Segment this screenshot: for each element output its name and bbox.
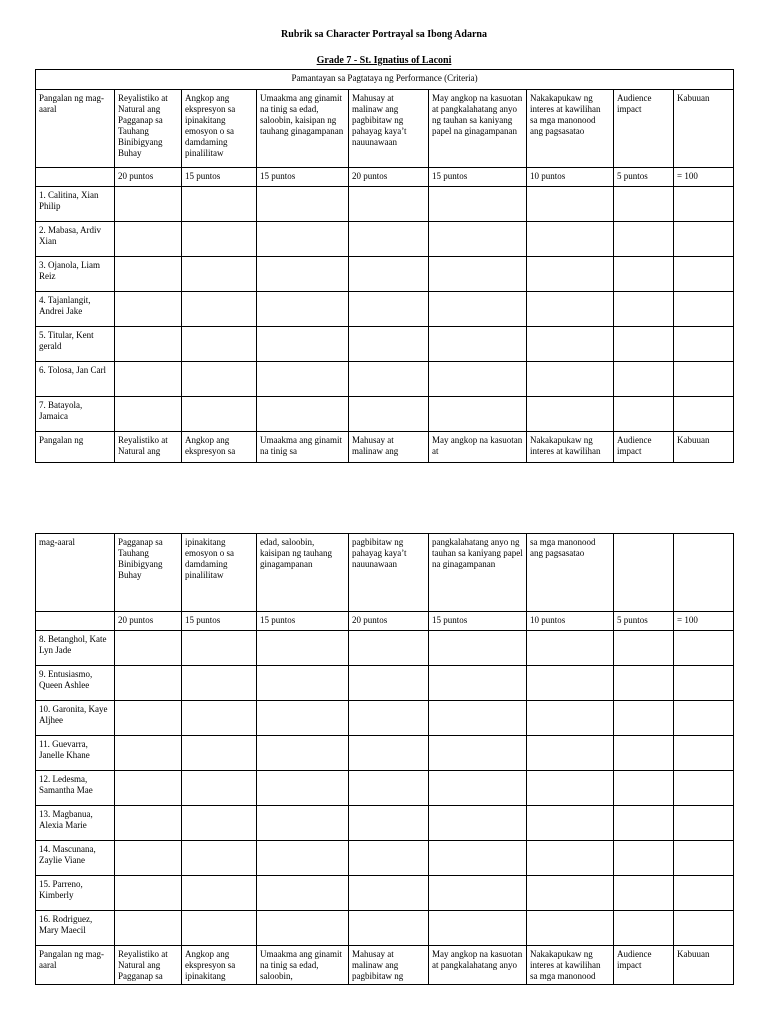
score-cell[interactable] [349,362,429,397]
total-cell[interactable] [674,397,734,432]
repeated-header-row [36,946,734,985]
score-cell[interactable] [614,397,674,432]
score-cell[interactable] [527,701,614,736]
score-cell[interactable] [115,771,182,806]
score-cell[interactable] [115,841,182,876]
header-cell: Angkop ang ekspresyon sa [182,432,257,463]
score-cell[interactable] [115,187,182,222]
points-cell: 10 puntos [527,612,614,631]
header-cell: Nakakapukaw ng interes at kawilihan sa mga manonood ang pagsasatao [527,90,614,168]
score-cell[interactable] [257,701,349,736]
total-cell[interactable] [674,327,734,362]
score-cell[interactable] [527,806,614,841]
score-cell[interactable] [257,327,349,362]
score-cell[interactable] [429,257,527,292]
student-name: 12. Ledesma, Samantha Mae [36,771,115,806]
student-name: 11. Guevarra, Janelle Khane [36,736,115,771]
header-cell: Pangalan ng [36,432,115,463]
score-cell[interactable] [527,257,614,292]
header-cell: Nakakapukaw ng interes at kawilihan sa mga manonood [527,946,614,985]
student-row [36,666,734,701]
score-cell[interactable] [527,631,614,666]
score-cell[interactable] [614,736,674,771]
score-cell[interactable] [527,222,614,257]
score-cell[interactable] [182,666,257,701]
score-cell[interactable] [257,876,349,911]
header-cell: edad, saloobin, kaisipan ng tauhang ginagampanan [257,534,349,612]
total-cell[interactable] [674,911,734,946]
score-cell[interactable] [429,292,527,327]
student-name: 6. Tolosa, Jan Carl [36,362,115,397]
header-cell: Kabuuan [674,432,734,463]
student-row [36,327,734,362]
header-cell: ipinakitang emosyon o sa damdaming pinalilitaw [182,534,257,612]
points-cell: 5 puntos [614,168,674,187]
student-name: 2. Mabasa, Ardiv Xian [36,222,115,257]
student-row [36,736,734,771]
header-cell: Umaakma ang ginamit na tinig sa [257,432,349,463]
student-row [36,701,734,736]
header-cell: May angkop na kasuotan at pangkalahatang anyo ng tauhan sa kaniyang papel na ginagampanan [429,90,527,168]
header-cell: Mahusay at malinaw ang pagbibitaw ng [349,946,429,985]
total-cell[interactable] [674,631,734,666]
score-cell[interactable] [257,222,349,257]
points-cell: = 100 [674,168,734,187]
header-cell: pagbibitaw ng pahayag kaya’t nauunawaan [349,534,429,612]
score-cell[interactable] [527,327,614,362]
total-cell[interactable] [674,701,734,736]
score-cell[interactable] [614,701,674,736]
header-row [36,534,734,612]
header-cell: Audience impact [614,90,674,168]
points-cell: 15 puntos [182,612,257,631]
score-cell[interactable] [614,771,674,806]
score-cell[interactable] [527,362,614,397]
document-title: Rubrik sa Character Portrayal sa Ibong Adarna [281,29,487,40]
score-cell[interactable] [182,841,257,876]
score-cell[interactable] [614,911,674,946]
total-cell[interactable] [674,666,734,701]
header-cell: Mahusay at malinaw ang [349,432,429,463]
score-cell[interactable] [115,362,182,397]
score-cell[interactable] [429,736,527,771]
score-cell[interactable] [429,666,527,701]
student-row [36,257,734,292]
rubric-table-2 [35,533,734,985]
score-cell[interactable] [429,841,527,876]
header-cell: Pangalan ng mag-aaral [36,946,115,985]
header-cell: Umaakma ang ginamit na tinig sa edad, saloobin, kaisipan ng tauhang ginagampanan [257,90,349,168]
points-cell: 5 puntos [614,612,674,631]
score-cell[interactable] [115,292,182,327]
score-cell[interactable] [182,292,257,327]
total-cell[interactable] [674,736,734,771]
score-cell[interactable] [257,666,349,701]
header-cell [674,534,734,612]
score-cell[interactable] [115,701,182,736]
score-cell[interactable] [527,187,614,222]
score-cell[interactable] [349,876,429,911]
header-cell: Reyalistiko at Natural ang Pagganap sa [115,946,182,985]
score-cell[interactable] [614,841,674,876]
header-cell: Nakakapukaw ng interes at kawilihan [527,432,614,463]
student-row [36,222,734,257]
student-name: 16. Rodriguez, Mary Maecil [36,911,115,946]
score-cell[interactable] [349,292,429,327]
points-cell [36,612,115,631]
score-cell[interactable] [527,292,614,327]
score-cell[interactable] [349,327,429,362]
student-row [36,841,734,876]
score-cell[interactable] [614,222,674,257]
student-row [36,911,734,946]
student-row [36,187,734,222]
points-row [36,168,734,187]
score-cell[interactable] [182,876,257,911]
score-cell[interactable] [115,736,182,771]
score-cell[interactable] [182,327,257,362]
score-cell[interactable] [349,771,429,806]
score-cell[interactable] [182,631,257,666]
header-cell: Audience impact [614,946,674,985]
score-cell[interactable] [429,327,527,362]
score-cell[interactable] [527,397,614,432]
score-cell[interactable] [614,876,674,911]
student-name: 1. Calitina, Xian Philip [36,187,115,222]
score-cell[interactable] [429,701,527,736]
score-cell[interactable] [349,187,429,222]
score-cell[interactable] [257,911,349,946]
header-cell: Umaakma ang ginamit na tinig sa edad, saloobin, [257,946,349,985]
score-cell[interactable] [257,362,349,397]
score-cell[interactable] [527,771,614,806]
points-cell: 15 puntos [257,612,349,631]
student-row [36,631,734,666]
score-cell[interactable] [614,362,674,397]
points-cell: = 100 [674,612,734,631]
criteria-heading: Pamantayan sa Pagtataya ng Performance (Criteria) [36,70,734,90]
score-cell[interactable] [429,397,527,432]
student-name: 3. Ojanola, Liam Reiz [36,257,115,292]
score-cell[interactable] [614,187,674,222]
header-cell: May angkop na kasuotan at [429,432,527,463]
points-cell: 20 puntos [349,612,429,631]
header-cell: Kabuuan [674,946,734,985]
student-name: 13. Magbanua, Alexia Marie [36,806,115,841]
points-cell: 20 puntos [115,168,182,187]
score-cell[interactable] [429,187,527,222]
score-cell[interactable] [115,257,182,292]
points-cell: 10 puntos [527,168,614,187]
score-cell[interactable] [115,397,182,432]
points-cell: 15 puntos [182,168,257,187]
score-cell[interactable] [115,222,182,257]
student-row [36,397,734,432]
total-cell[interactable] [674,222,734,257]
points-cell: 15 puntos [429,168,527,187]
student-name: 10. Garonita, Kaye Aljhee [36,701,115,736]
score-cell[interactable] [115,631,182,666]
student-row [36,771,734,806]
header-cell: Pangalan ng mag-aaral [36,90,115,168]
score-cell[interactable] [182,257,257,292]
score-cell[interactable] [349,841,429,876]
score-cell[interactable] [182,911,257,946]
points-cell: 20 puntos [115,612,182,631]
score-cell[interactable] [349,911,429,946]
score-cell[interactable] [614,292,674,327]
header-cell: Kabuuan [674,90,734,168]
document-subtitle: Grade 7 - St. Ignatius of Laconi [316,55,452,66]
score-cell[interactable] [257,736,349,771]
score-cell[interactable] [429,631,527,666]
score-cell[interactable] [527,666,614,701]
student-name: 7. Batayola, Jamaica [36,397,115,432]
score-cell[interactable] [614,631,674,666]
score-cell[interactable] [614,806,674,841]
student-name: 8. Betanghol, Kate Lyn Jade [36,631,115,666]
student-name: 14. Mascunana, Zaylie Viane [36,841,115,876]
total-cell[interactable] [674,806,734,841]
score-cell[interactable] [349,631,429,666]
score-cell[interactable] [429,222,527,257]
student-name: 5. Titular, Kent gerald [36,327,115,362]
score-cell[interactable] [429,876,527,911]
header-cell: Pagganap sa Tauhang Binibigyang Buhay [115,534,182,612]
points-cell: 20 puntos [349,168,429,187]
header-cell: pangkalahatang anyo ng tauhan sa kaniyang papel na ginagampanan [429,534,527,612]
score-cell[interactable] [257,771,349,806]
header-cell: Reyalistiko at Natural ang Pagganap sa Tauhang Binibigyang Buhay [115,90,182,168]
rubric-table-1 [35,69,734,463]
total-cell[interactable] [674,362,734,397]
score-cell[interactable] [115,876,182,911]
header-cell [614,534,674,612]
student-row [36,362,734,397]
student-row [36,806,734,841]
score-cell[interactable] [527,876,614,911]
score-cell[interactable] [614,257,674,292]
repeated-header-row [36,432,734,463]
score-cell[interactable] [257,187,349,222]
total-cell[interactable] [674,292,734,327]
total-cell[interactable] [674,771,734,806]
header-row [36,90,734,168]
total-cell[interactable] [674,841,734,876]
score-cell[interactable] [527,736,614,771]
score-cell[interactable] [349,701,429,736]
score-cell[interactable] [257,292,349,327]
score-cell[interactable] [614,666,674,701]
score-cell[interactable] [349,736,429,771]
score-cell[interactable] [115,327,182,362]
score-cell[interactable] [349,257,429,292]
score-cell[interactable] [257,841,349,876]
score-cell[interactable] [182,187,257,222]
header-cell: Angkop ang ekspresyon sa ipinakitang [182,946,257,985]
score-cell[interactable] [429,362,527,397]
score-cell[interactable] [182,222,257,257]
total-cell[interactable] [674,187,734,222]
score-cell[interactable] [257,806,349,841]
header-cell: Reyalistiko at Natural ang [115,432,182,463]
score-cell[interactable] [115,911,182,946]
header-cell: Angkop ang ekspresyon sa ipinakitang emosyon o sa damdaming pinalilitaw [182,90,257,168]
score-cell[interactable] [429,806,527,841]
score-cell[interactable] [257,631,349,666]
score-cell[interactable] [429,911,527,946]
student-row [36,876,734,911]
score-cell[interactable] [115,666,182,701]
score-cell[interactable] [182,771,257,806]
header-cell: Audience impact [614,432,674,463]
total-cell[interactable] [674,257,734,292]
header-cell: sa mga manonood ang pagsasatao [527,534,614,612]
student-row [36,292,734,327]
score-cell[interactable] [182,701,257,736]
points-cell [36,168,115,187]
header-cell: Mahusay at malinaw ang pagbibitaw ng pahayag kaya’t nauunawaan [349,90,429,168]
score-cell[interactable] [349,222,429,257]
points-row [36,612,734,631]
score-cell[interactable] [182,806,257,841]
score-cell[interactable] [115,806,182,841]
student-name: 4. Tajanlangit, Andrei Jake [36,292,115,327]
score-cell[interactable] [527,911,614,946]
points-cell: 15 puntos [429,612,527,631]
total-cell[interactable] [674,876,734,911]
score-cell[interactable] [349,666,429,701]
student-name: 9. Entusiasmo, Queen Ashlee [36,666,115,701]
score-cell[interactable] [614,327,674,362]
score-cell[interactable] [257,397,349,432]
score-cell[interactable] [349,397,429,432]
score-cell[interactable] [257,257,349,292]
score-cell[interactable] [182,397,257,432]
score-cell[interactable] [182,736,257,771]
score-cell[interactable] [429,771,527,806]
student-name: 15. Parreno, Kimberly [36,876,115,911]
score-cell[interactable] [349,806,429,841]
header-cell: May angkop na kasuotan at pangkalahatang anyo [429,946,527,985]
score-cell[interactable] [182,362,257,397]
score-cell[interactable] [527,841,614,876]
header-cell: mag-aaral [36,534,115,612]
points-cell: 15 puntos [257,168,349,187]
